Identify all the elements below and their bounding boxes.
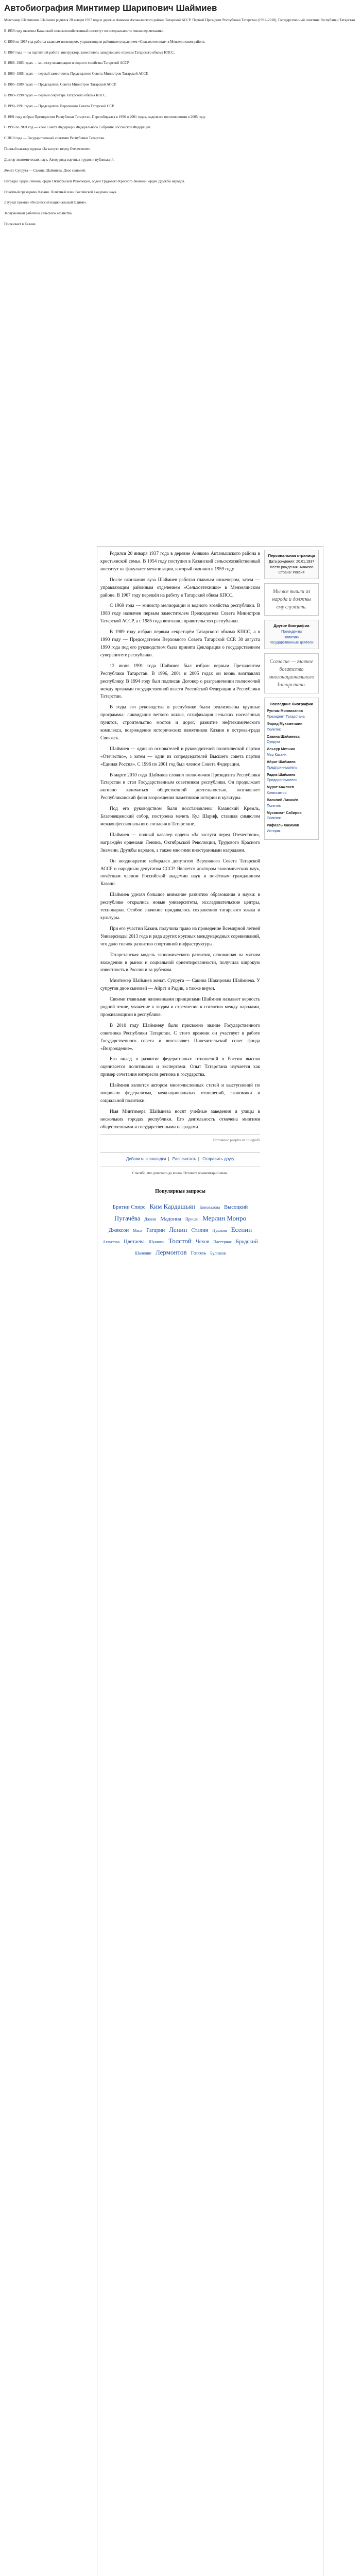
sidebar-latest-name: Айрат Шаймиев bbox=[267, 760, 296, 764]
intro-line: Заслуженный работник сельского хозяйства. bbox=[4, 211, 73, 216]
article-paragraph: Шаймиев — полный кавалер ордена «За заслуги перед Отечеством», награждён орденами Ленина, Октябрьской Революции, Трудового Красного Знамени, Дружбы народов, а также многими иностранными наградами. bbox=[100, 832, 260, 853]
article-paragraph: Своими главными жизненными принципами Шаймиев называет верность родной земле, уважение к людям и стремление к согласию между народами, проживающими в республике. bbox=[100, 996, 260, 1017]
popular-query-link[interactable]: Гагарин bbox=[146, 1227, 165, 1233]
article-paragraph: Под его руководством были восстановлены Казанский Кремль, Благовещенский собор, построена мечеть Кул Шариф, ставшая символом межконфессионального согласия в Татарстане. bbox=[100, 806, 260, 826]
popular-query-link[interactable]: Маск bbox=[133, 1228, 143, 1233]
article-paragraph: Шаймиев является автором многочисленных статей и выступлений по вопросам федерализма, межнациональных отношений, экономики и социальной политики. bbox=[100, 1082, 260, 1103]
popular-query-link[interactable]: Чехов bbox=[196, 1239, 210, 1245]
sidebar-latest-name: Фарид Мухаметшин bbox=[267, 722, 303, 726]
popular-query-link[interactable]: Шукшин bbox=[148, 1239, 165, 1244]
sidebar-latest-items bbox=[267, 709, 316, 835]
article-paragraph: Его вклад в развитие федеративных отношений в России высоко оценивается политиками и экспертами. Опыт Татарстана изучается как пример сочетания интересов региона и государства. bbox=[100, 1056, 260, 1077]
popular-title: Популярные запросы bbox=[155, 1189, 205, 1195]
sidebar-latest-sub: Политик bbox=[267, 727, 281, 732]
popular-query-link[interactable]: Мерлин Монро bbox=[202, 1214, 247, 1222]
sidebar-latest-item[interactable] bbox=[267, 785, 316, 796]
sidebar-latest-sub: Политик bbox=[267, 817, 281, 821]
popular-query-link[interactable]: Гоголь bbox=[191, 1250, 207, 1256]
sidebar-latest-sub: Супруга bbox=[267, 740, 280, 744]
sidebar-box-line: Страна: Россия bbox=[278, 571, 305, 575]
article-paragraph: В марте 2010 года Шаймиев сложил полномочия Президента Республики Татарстан и стал Государственным советником республики. Он продолжает активно заниматься общественной деятельностью, возглавляет Республиканский фонд возрождения памятников истории и культуры. bbox=[100, 772, 260, 801]
popular-query-link[interactable]: Бритни Спирс bbox=[112, 1205, 146, 1211]
sidebar-box-personal bbox=[264, 550, 319, 579]
popular-query-link[interactable]: Шаляпин bbox=[134, 1250, 151, 1256]
article-paragraph: Шаймиев уделял большое внимание развитию образования и науки: в республике открылись новые университеты, исследовательские центры, технопарки. Особое значение придавалось сохранению татарского языка и культуры. bbox=[100, 892, 260, 920]
popular-query-link[interactable]: Цветаева bbox=[124, 1239, 145, 1245]
sidebar-box-line: Дата рождения: 20.01.1937 bbox=[268, 560, 315, 564]
article-paragraph: С 1969 года — министр мелиорации и водного хозяйства республики. В 1983 году назначен первым заместителем Председателя Совета Министров Татарской АССР, а с 1985 года возглавил правительство республики. bbox=[100, 603, 260, 624]
sidebar-latest-name: Мурат Кажлаев bbox=[267, 786, 294, 790]
intro-line: В 1991 году избран Президентом Республики Татарстан. Переизбирался в 1996 и 2001 годах, наделялся полномочиями в 2005 году. bbox=[4, 114, 206, 119]
intro-line: Лауреат премии «Российский национальный Олимп». bbox=[4, 200, 87, 205]
sidebar-latest-sub: Историк bbox=[267, 829, 281, 834]
popular-query-link[interactable]: Лермонтов bbox=[155, 1248, 187, 1256]
article-note: Спасибо, что дочитали до конца. Оставьте комментарий ниже. bbox=[132, 1171, 229, 1175]
sidebar-latest-name: Рафаэль Хакимов bbox=[267, 824, 299, 828]
bookmark-link[interactable]: Добавить в закладки bbox=[126, 1156, 166, 1161]
sidebar-latest-title: Последние биографии bbox=[269, 701, 314, 706]
popular-query-link[interactable]: Ким Кардашьян bbox=[149, 1202, 196, 1211]
popular-query-link[interactable]: Бродский bbox=[236, 1239, 258, 1245]
popular-query-link[interactable]: Ахматова bbox=[102, 1239, 120, 1244]
intro-line: Проживает в Казани. bbox=[4, 222, 37, 227]
sidebar-latest-item[interactable] bbox=[267, 811, 316, 822]
popular-query-link[interactable]: Пастернак bbox=[213, 1239, 232, 1244]
article-paragraph: Имя Минтимера Шаймиева носят учебные заведения и улицы в нескольких городах республики. Его деятельность отмечена многими общественными и государственными наградами. bbox=[100, 1108, 260, 1129]
article-paragraph: 12 июня 1991 года Шаймиев был избран первым Президентом Республики Татарстан. В 1996, 2001 и 2005 годах он вновь возглавлял республику. В 1994 году был подписан Договор о разграничении полномочий между органами государственной власти Российской Федерации и Республики Татарстан. bbox=[100, 663, 260, 699]
popular-query-link[interactable]: Мадонна bbox=[160, 1216, 181, 1222]
popular-query-link[interactable]: Толстой bbox=[168, 1236, 192, 1245]
sidebar-latest-name: Сакина Шаймиева bbox=[267, 735, 300, 739]
sidebar-latest-name: Радик Шаймиев bbox=[267, 773, 296, 777]
sidebar-link[interactable]: Государственные деятели bbox=[269, 641, 314, 645]
main-content-frame bbox=[97, 546, 323, 2576]
sidebar-latest-item[interactable] bbox=[267, 722, 316, 733]
intro-line: В 1983–1985 годах — первый заместитель Председателя Совета Министров Татарской АССР. bbox=[4, 72, 148, 76]
sidebar bbox=[264, 550, 319, 844]
sidebar-latest-sub: Предприниматель bbox=[267, 778, 298, 783]
sidebar-latest-item[interactable] bbox=[267, 823, 316, 835]
sidebar-latest bbox=[264, 698, 319, 840]
intro-line: Награды: орден Ленина, орден Октябрьской Революции, орден Трудового Красного Знамени, орден Дружбы народов. bbox=[4, 179, 185, 183]
top-section bbox=[0, 0, 361, 227]
popular-query-link[interactable]: Булгаков bbox=[210, 1250, 226, 1256]
article-paragraph: Шаймиев — один из основателей и руководителей политической партии «Отечество», а затем — один из сопредседателей Высшего совета партии «Единая Россия». С 1996 по 2001 год был членом Совета Федерации. bbox=[100, 745, 260, 767]
sidebar-latest-name: Рустам Минниханов bbox=[267, 709, 303, 714]
sidebar-latest-sub: Президент Татарстана bbox=[267, 715, 305, 719]
intro-line: В 1959 году окончил Казанский сельскохозяйственный институт по специальности «инженер-механик». bbox=[4, 28, 165, 33]
sidebar-latest-sub: Композитор bbox=[267, 791, 287, 795]
article-paragraph: В годы его руководства в республике были реализованы крупные программы: ликвидация ветхого жилья, газификация сельских населённых пунктов, строительство мостов и дорог, развитие нефтехимического комплекса, возрождение исторических памятников Казани и острова-града Свияжск. bbox=[100, 704, 260, 740]
sidebar-latest-item[interactable] bbox=[267, 747, 316, 758]
article-source: Источник: peoples.ru / biografii bbox=[213, 1138, 260, 1142]
sidebar-link[interactable]: Политики bbox=[283, 635, 300, 639]
intro-line: В 1989–1990 годах — первый секретарь Татарского обкома КПСС. bbox=[4, 93, 107, 97]
popular-query-link[interactable]: Пугачёва bbox=[114, 1214, 141, 1222]
sidebar-latest-item[interactable] bbox=[267, 735, 316, 746]
article-paragraph: После окончания вуза Шаймиев работал главным инженером, затем — управляющим районным отделением «Сельхозтехники» в Мензелинском районе. В 1967 году перешёл на работу в Татарский обком КПСС. bbox=[100, 577, 260, 598]
article-paragraph: Минтимер Шаймиев женат. Супруга — Сакина Шакировна Шаймиева. У супругов двое сыновей — Айрат и Радик, а также внуки. bbox=[100, 978, 260, 991]
sidebar-box-line: Место рождения: Аняково bbox=[269, 565, 314, 569]
article-paragraph: Родился 20 января 1937 года в деревне Аняково Актанышского района в крестьянской семье. В 1954 году поступил в Казанский сельскохозяйственный институт на факультет механизации, который окончил в 1959 году. bbox=[100, 551, 260, 571]
popular-query-link[interactable]: Сталин bbox=[191, 1227, 209, 1233]
share-links: Добавить в закладки | Распечатать | Отправить другу bbox=[126, 1156, 235, 1161]
popular-list bbox=[100, 1201, 260, 1258]
intro-line: С 1996 по 2001 год — член Совета Федерации Федерального Собрания Российской Федерации. bbox=[4, 125, 151, 130]
sidebar-link[interactable]: Президенты bbox=[281, 630, 302, 634]
sidebar-latest-item[interactable] bbox=[267, 709, 316, 720]
sidebar-latest-name: Мухаммат Сабиров bbox=[267, 811, 302, 815]
intro-line: В 1985–1989 годах — Председатель Совета Министров Татарской АССР. bbox=[4, 82, 116, 87]
article bbox=[100, 550, 260, 1258]
article-body bbox=[100, 550, 260, 1131]
sidebar-latest-name: Василий Лихачёв bbox=[267, 798, 299, 802]
top-lines bbox=[4, 18, 357, 227]
article-paragraph: Он неоднократно избирался депутатом Верховного Совета Татарской АССР и народным депутатом СССР. Является доктором экономических наук, почётным членом Российской академии наук и почётным гражданином Казани. bbox=[100, 858, 260, 887]
intro-line: Полный кавалер ордена «За заслуги перед Отечеством». bbox=[4, 147, 91, 151]
intro-line: В 1969–1983 годах — министр мелиорации и водного хозяйства Татарской АССР. bbox=[4, 61, 130, 65]
sidebar-box-other bbox=[264, 620, 319, 649]
intro-line: Женат. Супруга — Сакина Шаймиева. Двое сыновей. bbox=[4, 168, 86, 173]
intro-line: С 1967 года — на партийной работе: инструктор, заместитель заведующего отделом Татарского обкома КПСС. bbox=[4, 50, 175, 55]
article-paragraph: Татарстанская модель экономического развития, основанная на мягком вхождении в рынок и социальной ориентированности, получила широкую известность в России и за рубежом. bbox=[100, 952, 260, 973]
sidebar-latest-sub: Мэр Казани bbox=[267, 753, 287, 757]
sidebar-box-title: Другие биографии bbox=[273, 623, 310, 628]
popular-query-link[interactable]: Джексон bbox=[108, 1227, 129, 1233]
popular-query-link[interactable]: Высоцкий bbox=[224, 1205, 248, 1211]
sidebar-latest-item[interactable] bbox=[267, 798, 316, 809]
sidebar-quote: Согласие — главное богатство многонационального Татарстана. bbox=[264, 653, 319, 693]
popular-query-link[interactable]: Джоли bbox=[144, 1216, 157, 1222]
popular-query-link[interactable]: Пресли bbox=[185, 1216, 199, 1222]
sidebar-latest-item[interactable] bbox=[267, 773, 316, 784]
intro-line: С 2010 года — Государственный советник Республики Татарстан. bbox=[4, 136, 106, 141]
sidebar-latest-sub: Предприниматель bbox=[267, 766, 298, 770]
article-paragraph: В 2010 году Шаймиеву было присвоено звание Государственного советника Республики Татарстан. С этого времени он участвует в работе Государственного совета и возглавляет Попечительский совет фонда «Возрождение». bbox=[100, 1022, 260, 1051]
popular-query-link[interactable]: Есенин bbox=[231, 1225, 252, 1233]
sidebar-quote: Мы все вышли из народа и должны ему служить. bbox=[264, 583, 319, 616]
sidebar-box-title: Персональная страница bbox=[268, 553, 315, 558]
intro-line: С 1959 по 1967 год работал главным инженером, управляющим районным отделением «Сельхозтехники» в Мензелинском районе. bbox=[4, 39, 205, 44]
intro-line: Минтимер Шарипович Шаймиев родился 20 января 1937 года в деревне Аняково Актанышского района Татарской АССР. Первый Президент Республики Татарстан (1991–2010), Государственный советник Республики Татарстан. bbox=[4, 18, 356, 22]
send-link[interactable]: Отправить другу bbox=[202, 1156, 235, 1161]
popular-query-link[interactable]: Ленин bbox=[169, 1225, 187, 1233]
intro-line: В 1990–1991 годах — Председатель Верховного Совета Татарской ССР. bbox=[4, 104, 114, 108]
article-paragraph: При его участии Казань получила право на проведение Всемирной летней Универсиады 2013 года и ряда других крупных международных соревнований, что дало толчок развитию спортивной инфраструктуры. bbox=[100, 925, 260, 946]
popular-query-link[interactable]: Пушкин bbox=[212, 1228, 227, 1233]
page-title: Автобиография Минтимер Шарипович Шаймиев bbox=[4, 3, 217, 13]
intro-line: Доктор экономических наук. Автор ряда научных трудов и публикаций. bbox=[4, 157, 114, 162]
sidebar-latest-item[interactable] bbox=[267, 760, 316, 771]
intro-line: Почётный гражданин Казани. Почётный член Российской академии наук. bbox=[4, 190, 117, 194]
sidebar-latest-sub: Политик bbox=[267, 804, 281, 808]
article-paragraph: В 1989 году избран первым секретарём Татарского обкома КПСС, а в 1990 году — Председателем Верховного Совета Татарской ССР. 30 августа 1990 года под его руководством была принята Декларация о государственном суверенитете республики. bbox=[100, 629, 260, 657]
sidebar-latest-name: Ильсур Метшин bbox=[267, 748, 296, 752]
popular-query-link[interactable]: Коновалова bbox=[199, 1205, 220, 1210]
print-link[interactable]: Распечатать bbox=[172, 1156, 196, 1161]
